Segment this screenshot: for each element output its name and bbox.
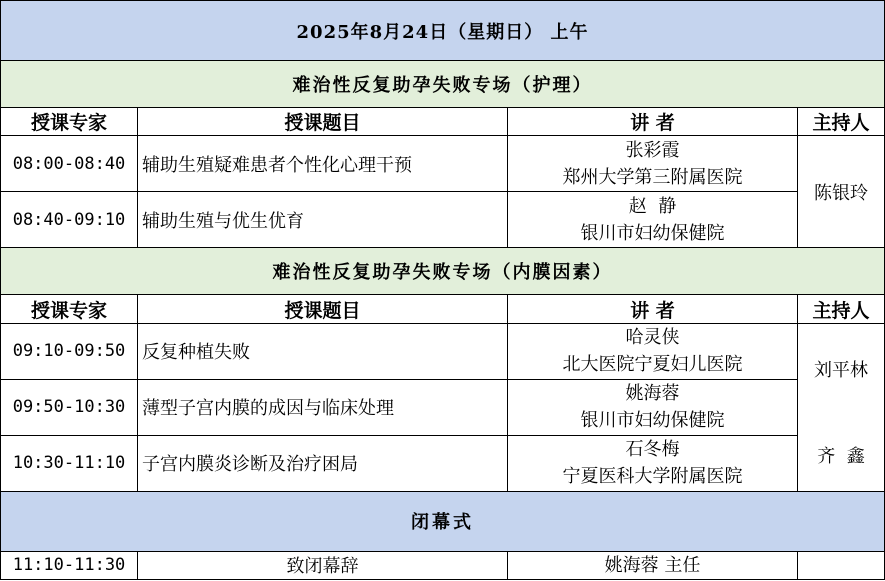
speaker-cell	[508, 136, 798, 192]
speaker-name: 赵 静	[628, 195, 677, 217]
host-name: 刘平林	[814, 359, 868, 381]
session-topic: 辅助生殖疑难患者个性化心理干预	[138, 136, 508, 192]
speaker-cell	[508, 323, 798, 379]
speaker-affiliation: 银川市妇幼保健院	[580, 222, 725, 244]
col-header-host: 主持人	[798, 108, 885, 136]
host-cell	[798, 323, 885, 491]
closing-title-row	[1, 491, 885, 551]
col-header-topic: 授课题目	[138, 108, 508, 136]
speaker-name: 姚海蓉	[625, 383, 680, 405]
table-row	[1, 136, 885, 192]
section2-title-row	[1, 248, 885, 295]
session-time: 08:00-08:40	[1, 136, 138, 192]
section-title: 难治性反复助孕失败专场（内膜因素）	[1, 248, 885, 295]
speaker-affiliation: 宁夏医科大学附属医院	[562, 466, 743, 488]
column-header-row	[1, 295, 885, 323]
speaker-name: 石冬梅	[625, 439, 680, 461]
session-time: 09:50-10:30	[1, 379, 138, 435]
table-row	[1, 323, 885, 379]
speaker-cell	[508, 192, 798, 248]
section1-title-row	[1, 61, 885, 108]
session-time: 08:40-09:10	[1, 192, 138, 248]
session-topic: 薄型子宫内膜的成因与临床处理	[138, 379, 508, 435]
section-title: 难治性反复助孕失败专场（护理）	[1, 61, 885, 108]
table-row	[1, 551, 885, 579]
host-name: 齐 鑫	[817, 445, 865, 467]
session-topic: 反复种植失败	[138, 323, 508, 379]
session-time: 09:10-09:50	[1, 323, 138, 379]
table-row	[1, 379, 885, 435]
closing-title: 闭幕式	[1, 491, 885, 551]
speaker-affiliation: 郑州大学第三附属医院	[562, 166, 743, 188]
speaker-affiliation: 北大医院宁夏妇儿医院	[562, 354, 743, 376]
session-topic: 子宫内膜炎诊断及治疗困局	[138, 435, 508, 491]
col-header-host: 主持人	[798, 295, 885, 323]
speaker-name: 哈灵侠	[625, 327, 680, 349]
speaker-affiliation: 银川市妇幼保健院	[580, 410, 725, 432]
date-header-row	[1, 1, 885, 61]
col-header-topic: 授课题目	[138, 295, 508, 323]
table-row	[1, 192, 885, 248]
host-name	[798, 551, 885, 579]
table-row	[1, 435, 885, 491]
speaker-name: 张彩霞	[625, 139, 680, 161]
speaker-cell	[508, 435, 798, 491]
col-header-expert: 授课专家	[1, 295, 138, 323]
host-name: 陈银玲	[798, 136, 885, 248]
session-time: 11:10-11:30	[1, 551, 138, 579]
speaker-cell	[508, 379, 798, 435]
column-header-row	[1, 108, 885, 136]
col-header-speaker: 讲 者	[508, 295, 798, 323]
session-time: 10:30-11:10	[1, 435, 138, 491]
speaker-name: 姚海蓉 主任	[508, 551, 798, 579]
col-header-speaker: 讲 者	[508, 108, 798, 136]
session-topic: 辅助生殖与优生优育	[138, 192, 508, 248]
session-topic: 致闭幕辞	[138, 551, 508, 579]
col-header-expert: 授课专家	[1, 108, 138, 136]
date-title: 2025年8月24日（星期日） 上午	[1, 1, 885, 61]
